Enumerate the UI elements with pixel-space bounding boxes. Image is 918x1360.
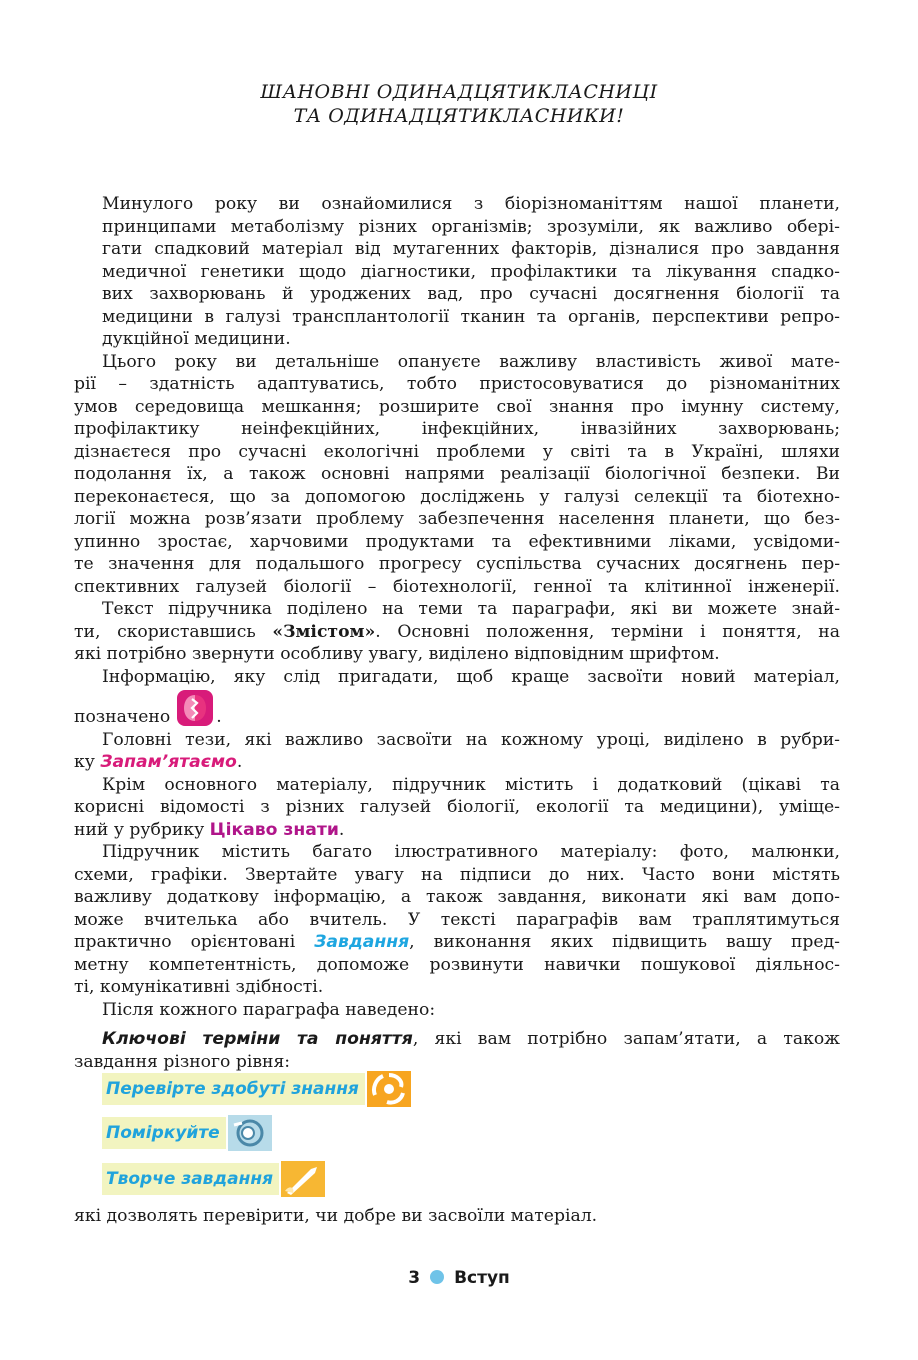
paragraph-5 bbox=[74, 729, 840, 774]
text-fragment: позначено bbox=[74, 707, 171, 727]
text-line: метну компетентність, допоможе розвинути навички пошукової діяльнос- bbox=[74, 954, 840, 975]
paragraph-3 bbox=[74, 598, 840, 666]
text-line bbox=[74, 819, 840, 842]
text-line: Текст підручника поділено на теми та параграфи, які ви можете знай- bbox=[102, 599, 840, 619]
remember-icon bbox=[176, 690, 214, 726]
text-line: принципами метаболізму різних організмів; зрозуміли, як важливо обері- bbox=[102, 216, 840, 237]
swirl-icon bbox=[367, 1071, 411, 1107]
text-line: Цього року ви детальніше опануєте важливу властивість живої мате- bbox=[102, 351, 840, 372]
paragraph-4 bbox=[74, 666, 840, 729]
text-line: Підручник містить багато ілюстративного матеріалу: фото, малюнки, bbox=[102, 842, 840, 862]
interesting-rubric: Цікаво знати bbox=[209, 819, 339, 840]
text-line: корисні відомості з різних галузей біології, екології та медицини), уміще- bbox=[74, 797, 840, 817]
text-fragment: ний у рубрику bbox=[74, 819, 210, 840]
text-line: Інформацію, яку слід пригадати, щоб краще засвоїти новий матеріал, bbox=[102, 666, 840, 687]
text-line: подолання їх, а також основні напрями реалізації біологічної безпеки. Ви bbox=[74, 464, 840, 484]
text-line: важливу додаткову інформацію, а також завдання, виконати які вам допо- bbox=[74, 887, 840, 907]
key-terms-label: Ключові терміни та поняття bbox=[102, 1029, 413, 1049]
remember-rubric: Запам’ятаємо bbox=[100, 752, 237, 772]
page-footer bbox=[0, 1268, 918, 1288]
text-line bbox=[74, 931, 840, 954]
think-tag bbox=[102, 1115, 272, 1151]
brush-icon bbox=[281, 1161, 325, 1197]
text-line: може вчителька або вчитель. У тексті параграфів вам траплятимуться bbox=[74, 909, 840, 930]
text-line: переконаєтеся, що за допомогою досліджень у галузі селекції та біотехно- bbox=[74, 486, 840, 507]
tag-label: Поміркуйте bbox=[102, 1117, 226, 1149]
text-fragment: ти, скориставшись bbox=[74, 621, 273, 642]
closing-text bbox=[74, 1205, 840, 1228]
tasks-rubric: Завдання bbox=[314, 932, 410, 952]
bullet-dot-icon bbox=[430, 1270, 444, 1284]
text-fragment: ку bbox=[74, 752, 101, 772]
check-knowledge-tag bbox=[102, 1071, 411, 1107]
text-line: Головні тези, які важливо засвоїти на кожному уроці, виділено в рубри- bbox=[102, 729, 840, 750]
text-line: вих захворювань й уроджених вад, про сучасні досягнення біології та bbox=[102, 284, 840, 304]
text-line: які потрібно звернути особливу увагу, виділено відповідним шрифтом. bbox=[74, 644, 720, 664]
text-fragment: , виконання яких підвищить вашу пред- bbox=[409, 932, 840, 952]
head-icon bbox=[228, 1115, 272, 1151]
text-fragment: . bbox=[236, 752, 243, 772]
section-name: Вступ bbox=[454, 1268, 510, 1288]
paragraph-8 bbox=[74, 999, 840, 1022]
creative-task-tag bbox=[102, 1161, 325, 1197]
text-line: дізнаєтеся про сучасні екологічні проблеми у світі та в Україні, шляхи bbox=[74, 441, 840, 462]
paragraph-2 bbox=[74, 351, 840, 599]
text-line bbox=[74, 1028, 840, 1051]
page-number: 3 bbox=[408, 1268, 421, 1288]
text-line: гати спадковий матеріал від мутагенних факторів, дізналися про завдання bbox=[102, 239, 840, 259]
text-line: те значення для подальшого прогресу суспільства сучасних досягнень пер- bbox=[74, 554, 840, 574]
paragraph-1 bbox=[74, 193, 840, 351]
paragraph-6 bbox=[74, 774, 840, 842]
text-line: завдання різного рівня: bbox=[74, 1051, 291, 1072]
text-fragment: . bbox=[338, 819, 345, 840]
text-fragment: , які вам потрібно запам’ятати, а також bbox=[412, 1029, 840, 1049]
text-line: Після кожного параграфа наведено: bbox=[102, 999, 436, 1020]
title-line-2: ТА ОДИНАДЦЯТИКЛАСНИКИ! bbox=[293, 105, 625, 127]
text-line: медицини в галузі трансплантології тканин та органів, перспективи репро- bbox=[102, 306, 840, 327]
intro-text bbox=[74, 193, 840, 1073]
text-line bbox=[74, 690, 840, 729]
text-line: дукційної медицини. bbox=[102, 329, 291, 349]
paragraph-7 bbox=[74, 841, 840, 999]
text-fragment: . bbox=[216, 707, 222, 727]
text-line: профілактику неінфекційних, інфекційних, інвазійних захворювань; bbox=[74, 419, 840, 439]
tag-label: Перевірте здобуті знання bbox=[102, 1073, 365, 1105]
text-line: упинно зростає, харчовими продуктами та ефективними ліками, усвідоми- bbox=[74, 531, 840, 552]
text-line bbox=[74, 621, 840, 644]
text-line: логії можна розв’язати проблему забезпечення населення планети, що без- bbox=[74, 509, 840, 529]
text-line: спективних галузей біології – біотехнології, генної та клітинної інженерії. bbox=[74, 576, 840, 597]
text-line: ті, комунікативні здібності. bbox=[74, 977, 324, 997]
text-line: Крім основного матеріалу, підручник містить і додатковий (цікаві та bbox=[102, 774, 840, 795]
text-line: рії – здатність адаптуватись, тобто пристосовуватися до різноманітних bbox=[74, 374, 840, 394]
text-line: Минулого року ви ознайомилися з біорізноманіттям нашої планети, bbox=[102, 194, 840, 214]
text-fragment: . Основні положення, терміни і поняття, на bbox=[375, 621, 840, 642]
tag-label: Творче завдання bbox=[102, 1163, 279, 1195]
paragraph-9 bbox=[74, 1028, 840, 1073]
title-line-1: ШАНОВНІ ОДИНАДЦЯТИКЛАСНИЦІ bbox=[260, 81, 658, 103]
text-line: схеми, графіки. Звертайте увагу на підписи до них. Часто вони містять bbox=[74, 864, 840, 885]
text-fragment: практично орієнтовані bbox=[74, 932, 315, 952]
text-line: медичної генетики щодо діагностики, профілактики та лікування спадко- bbox=[102, 261, 840, 282]
page-title bbox=[0, 80, 918, 128]
contents-reference: «Змістом» bbox=[272, 621, 376, 642]
text-line bbox=[74, 751, 840, 774]
text-line: умов середовища мешкання; розширите свої знання про імунну систему, bbox=[74, 396, 840, 417]
text-line: які дозволять перевірити, чи добре ви засвоїли матеріал. bbox=[74, 1206, 598, 1226]
